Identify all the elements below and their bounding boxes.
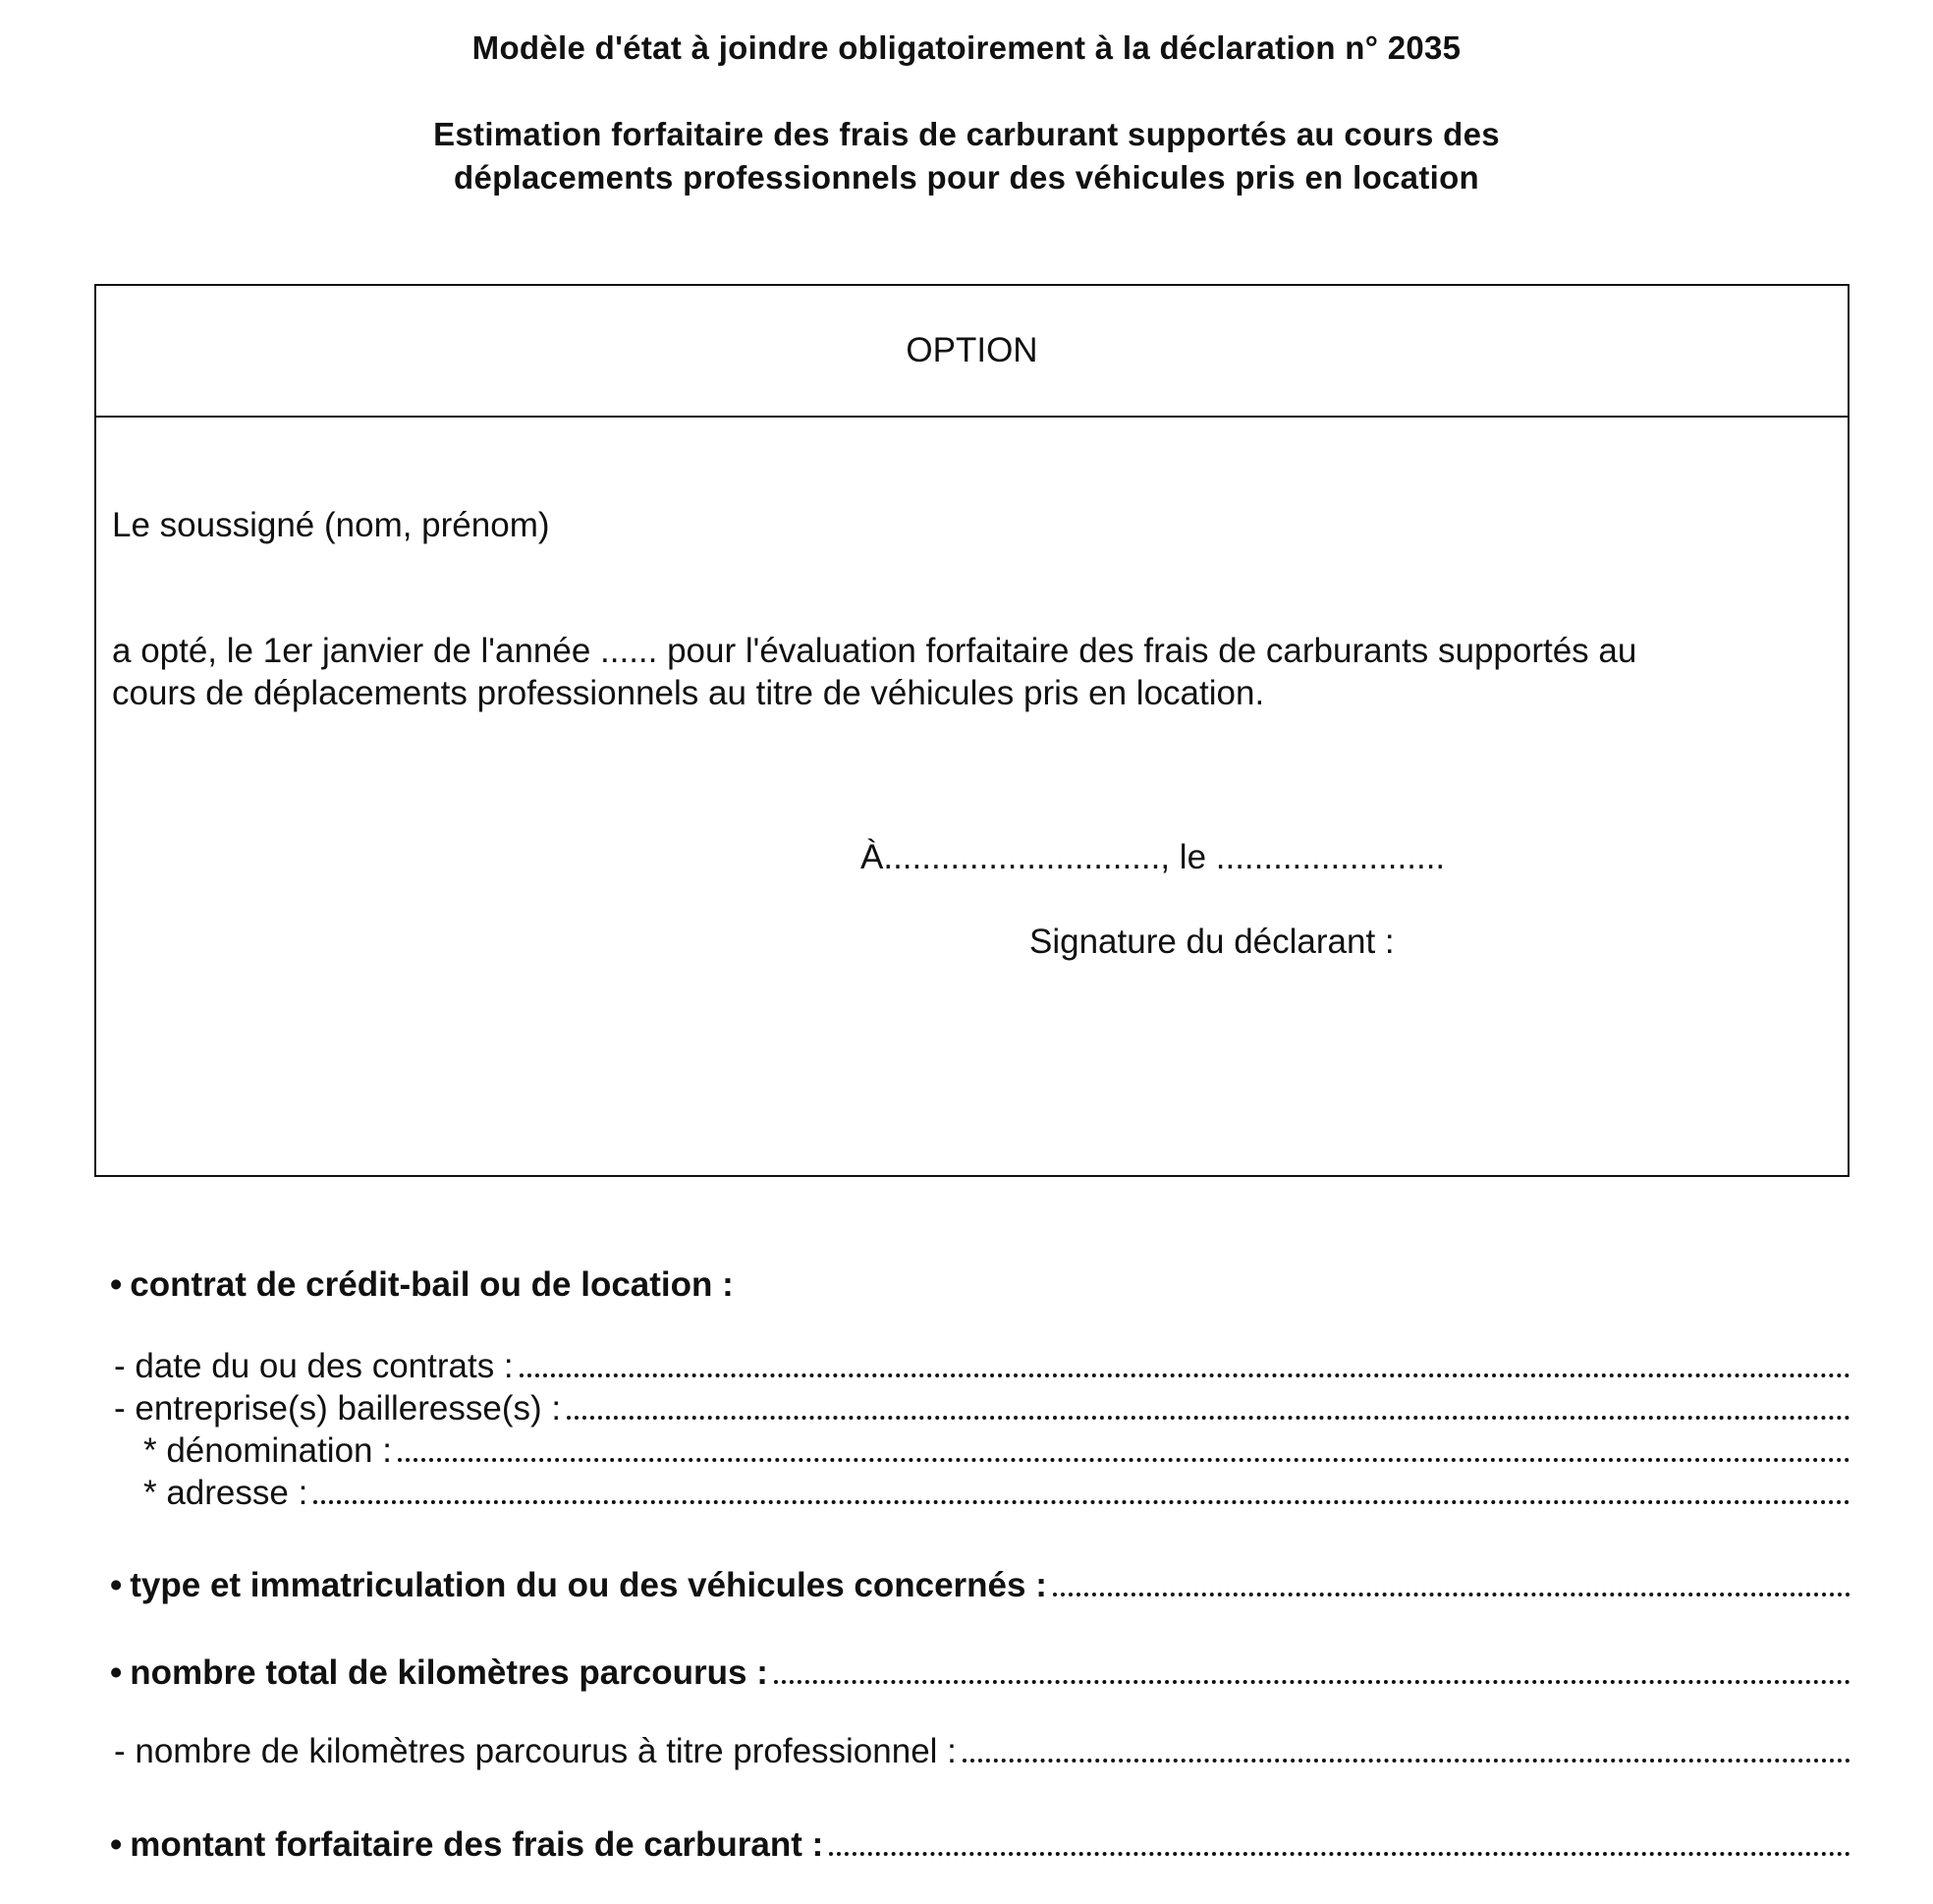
form-reference-title: Modèle d'état à joindre obligatoirement à la déclaration n° 2035	[471, 29, 1462, 66]
dotted-fill-line[interactable]	[567, 1416, 1850, 1420]
document-title-line-1: Estimation forfaitaire des frais de carburant supportés au cours des	[433, 116, 1500, 152]
soussigne-field[interactable]: Le soussigné (nom, prénom)	[112, 506, 550, 544]
signature-label: Signature du déclarant :	[1029, 923, 1395, 961]
km-pro-label: - nombre de kilomètres parcourus à titre professionnel :	[114, 1732, 957, 1770]
adresse-label: * adresse :	[143, 1474, 308, 1512]
montant-label	[110, 1825, 823, 1865]
dotted-fill-line[interactable]	[398, 1458, 1850, 1462]
bullet-icon: •	[110, 1653, 123, 1692]
contrat-heading-label: contrat de crédit-bail ou de location :	[130, 1265, 734, 1304]
km-pro-field[interactable]	[114, 1728, 1854, 1771]
entreprises-label: - entreprise(s) bailleresse(s) :	[114, 1389, 562, 1428]
dotted-fill-line[interactable]	[774, 1680, 1850, 1684]
dotted-fill-line[interactable]	[520, 1373, 1850, 1377]
adresse-field[interactable]	[143, 1470, 1854, 1513]
bullet-icon: •	[110, 1825, 123, 1864]
option-heading: OPTION	[96, 286, 1848, 418]
dotted-fill-line[interactable]	[829, 1852, 1850, 1856]
dotted-fill-line[interactable]	[963, 1759, 1850, 1763]
place-date-field[interactable]: À............................., le ........................	[860, 838, 1446, 876]
montant-text: montant forfaitaire des frais de carburant :	[130, 1825, 824, 1864]
bullet-icon: •	[110, 1566, 123, 1604]
option-statement-line-1: a opté, le 1er janvier de l'année ...... pour l'évaluation forfaitaire des frais de carburants supportés au	[112, 632, 1637, 670]
type-immat-text: type et immatriculation du ou des véhicules concernés :	[130, 1566, 1047, 1604]
date-contrats-label: - date du ou des contrats :	[114, 1347, 514, 1385]
denomination-label: * dénomination :	[143, 1431, 392, 1470]
km-total-label	[110, 1653, 768, 1693]
type-immat-field[interactable]	[110, 1562, 1854, 1605]
entreprises-field[interactable]	[114, 1385, 1854, 1428]
type-immat-label	[110, 1566, 1047, 1605]
option-box	[94, 284, 1850, 1177]
dotted-fill-line[interactable]	[1053, 1593, 1850, 1596]
bullet-icon: •	[110, 1265, 123, 1304]
denomination-field[interactable]	[143, 1428, 1854, 1471]
km-total-text: nombre total de kilomètres parcourus :	[130, 1653, 768, 1692]
document-title-line-2: déplacements professionnels pour des véhicules pris en location	[453, 159, 1480, 196]
dotted-fill-line[interactable]	[313, 1500, 1850, 1504]
contrat-heading	[110, 1265, 734, 1305]
montant-field[interactable]	[110, 1821, 1854, 1865]
date-contrats-field[interactable]	[114, 1343, 1854, 1386]
km-total-field[interactable]	[110, 1650, 1854, 1693]
option-statement-line-2: cours de déplacements professionnels au titre de véhicules pris en location.	[112, 674, 1265, 712]
